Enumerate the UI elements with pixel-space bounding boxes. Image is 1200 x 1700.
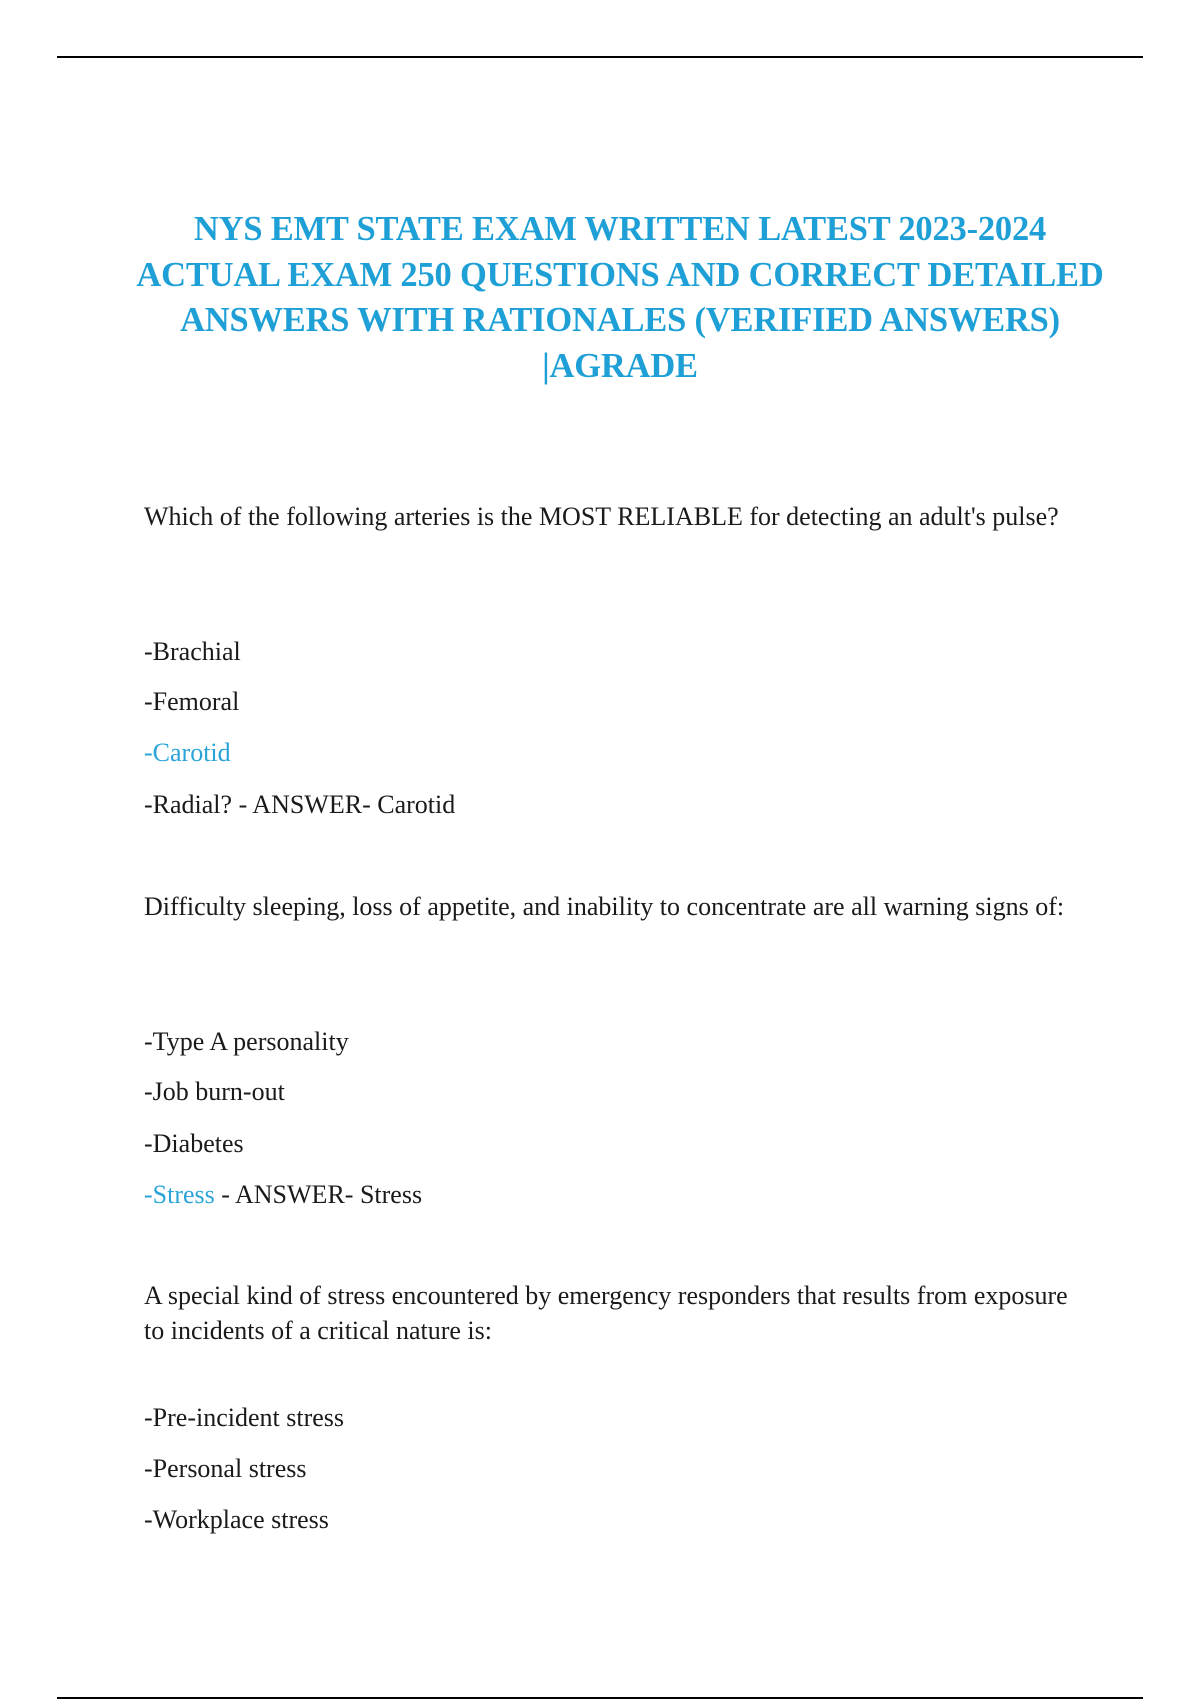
- document-title: NYS EMT STATE EXAM WRITTEN LATEST 2023-2024 ACTUAL EXAM 250 QUESTIONS AND CORRECT DETAILED ANSWERS WITH RATIONALES (VERIFIED ANSWERS) |AGRADE: [136, 210, 1104, 385]
- question-2-text: Difficulty sleeping, loss of appetite, and inability to concentrate are all warning signs of:: [144, 892, 1065, 921]
- question-1-option-3-highlighted: -Carotid: [144, 738, 231, 767]
- question-1-option-4-answer: -Radial? - ANSWER- Carotid: [144, 790, 456, 819]
- question-2-option-4-answer: [144, 1177, 422, 1212]
- question-2-option-2: -Job burn-out: [144, 1077, 285, 1106]
- question-3-option-1: -Pre-incident stress: [144, 1403, 345, 1432]
- question-2-option-3: -Diabetes: [144, 1129, 244, 1158]
- question-1-option-2: -Femoral: [144, 687, 240, 716]
- question-3-text: A special kind of stress encountered by emergency responders that results from exposure to incidents of a critical nature is:: [144, 1281, 1068, 1345]
- header-rule: [57, 56, 1143, 58]
- question-2-option-1: -Type A personality: [144, 1027, 349, 1056]
- question-3-option-2: -Personal stress: [144, 1454, 307, 1483]
- footer-rule: [57, 1697, 1143, 1699]
- question-1-text: Which of the following arteries is the MOST RELIABLE for detecting an adult's pulse?: [144, 502, 1059, 531]
- question-1-option-1: -Brachial: [144, 637, 241, 666]
- question-2-highlighted-option: -Stress: [144, 1180, 215, 1209]
- question-3-option-3: -Workplace stress: [144, 1505, 329, 1534]
- question-2-answer-text: - ANSWER- Stress: [214, 1180, 423, 1209]
